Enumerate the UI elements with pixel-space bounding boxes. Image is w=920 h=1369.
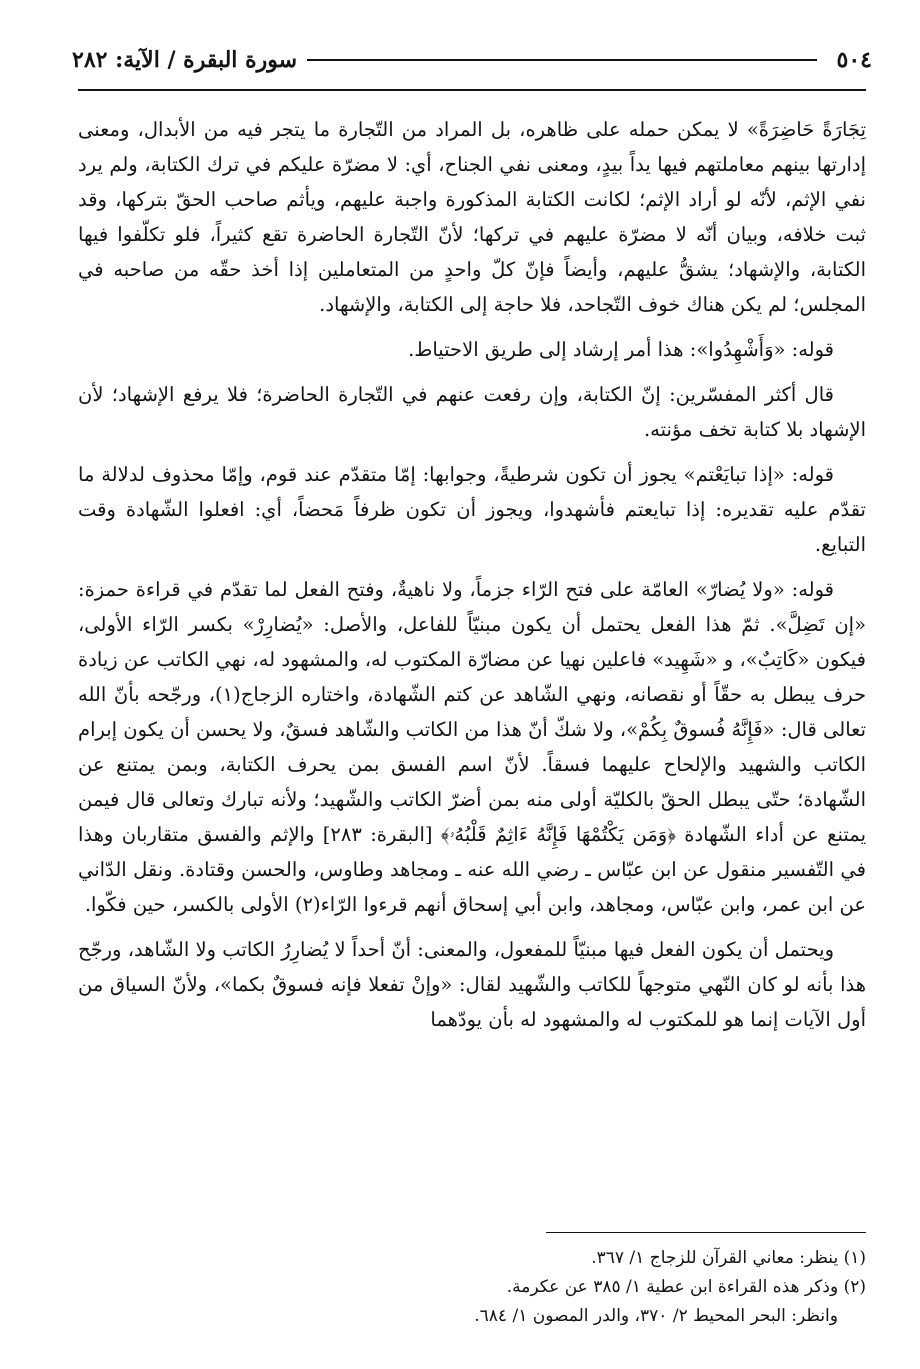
footnote: (٢) وذكر هذه القراءة ابن عطية ١/ ٣٨٥ عن عكرمة. [506,1277,866,1297]
paragraph: قوله: «ولا يُضارّ» العامّة على فتح الرّاء جزماً، ولا ناهيةٌ، وفتح الفعل لما تقدّم في قراءة حمزة: «إن تَضِلَّ». ثمّ هذا الفعل يحتمل أن يكون مبنيّاً للفاعل، والأصل: «يُضارِرْ» بكسر الرّاء الأولى، فيكون «كَاتِبٌ»، و «شَهِيد» فاعلين نهيا عن مضارّة المكتوب له، والمشهود له، نهي الكاتب عن زيادة حرف يبطل به حقّاً أو نقصانه، ونهي الشّاهد عن كتم الشّهادة، واختاره الزجاج(١)، ورجّحه بأنّ الله تعالى قال: «فَإِنَّهُ فُسوقٌ بِكُمْ»، ولا شكّ أنّ هذا من الكاتب والشّاهد فسقٌ، ولا يحسن أن يكون إبرام الكاتب والشهيد والإلحاح عليهما فسقاً. لأنّ اسم الفسق بمن يحرف الكتابة، وبمن يمتنع عن الشّهادة؛ حتّى يبطل الحقّ بالكليّة أولى منه بمن أضرّ الكاتب والشّهيد؛ ولأنه تبارك وتعالى قال فيمن يمتنع عن أداء الشّهادة ﴿وَمَن يَكْتُمْهَا فَإِنَّهُ ءَاثِمٌ قَلْبُهُۥ﴾ [البقرة: ٢٨٣] والإثم والفسق متقاربان وهذا في التّفسير منقول عن ابن عبّاس ـ رضي الله عنه ـ ومجاهد وطاوس، والحسن وقتادة. ونقل الدّاني عن ابن عمر، وابن عبّاس، ومجاهد، وابن أبي إسحاق أنهم قرءوا الرّاء(٢) الأولى بالكسر، حين فكّوا. [78,578,867,916]
main-text [78,112,866,1047]
paragraph: ويحتمل أن يكون الفعل فيها مبنيّاً للمفعول، والمعنى: أنّ أحداً لا يُضارِرُ الكاتب ولا الشّاهد، ورجّح هذا بأنه لو كان النّهي متوجهاً للكاتب والشّهيد لقال: «وإنْ تفعلا فإنه فسوقٌ بكما»، ولأنّ السياق من أول الآيات إنما هو للمكتوب له والمشهود له بأن يودّهما [78,938,866,1031]
paragraph: قال أكثر المفسّرين: إنّ الكتابة، وإن رفعت عنهم في التّجارة الحاضرة؛ فلا يرفع الإشهاد؛ لأن الإشهاد بلا كتابة تخف مؤنته. [78,383,866,441]
footnotes [78,1244,866,1331]
paragraph: تِجَارَةً حَاضِرَةً» لا يمكن حمله على ظاهره، بل المراد من التّجارة ما يتجر فيه من الأبدال، ومعنى إدارتها بينهم معاملتهم فيها يداً بيدٍ، ومعنى نفي الجناح، أي: لا مضرّة عليكم في ترك الكتابة، ولم يرد نفي الإثم، لأنّه لو أراد الإثم؛ لكانت الكتابة المذكورة واجبة عليهم، ويأثم صاحب الحقّ بتركها، وقد ثبت خلافه، وبيان أنّه لا مضرّة عليهم في تركها؛ لأنّ التّجارة الحاضرة تقع كثيراً، فلو تكلّفوا فيها الكتابة، والإشهاد؛ يشقُّ عليهم، وأيضاً فإنّ كلّ واحدٍ من المتعاملين إذا أخذ حقّه من صاحبه في المجلس؛ لم يكن هناك خوف التّجاحد، فلا حاجة إلى الكتابة، والإشهاد. [78,118,866,316]
footnote: (١) ينظر: معاني القرآن للزجاج ١/ ٣٦٧. [591,1248,866,1268]
footnote: وانظر: البحر المحيط ٢/ ٣٧٠، والدر المصون ١/ ٦٨٤. [474,1306,838,1326]
header-divider [78,89,866,91]
paragraph: قوله: «إذا تبايَعْتم» يجوز أن تكون شرطيةً، وجوابها: إمّا متقدّم عند قوم، وإمّا محذوف لدلالة ما تقدّم عليه تقديره: إذا تبايعتم فأشهدوا، ويجوز أن تكون ظرفاً مَحضاً، أي: افعلوا الشّهادة وقت التبايع. [78,463,866,556]
page-header [72,42,872,78]
header-rule [307,59,817,61]
paragraph: قوله: «وَأَشْهِدُوا»: هذا أمر إرشاد إلى طريق الاحتياط. [408,338,834,361]
footnote-divider [546,1232,866,1233]
running-title: سورة البقرة / الآية: ٢٨٢ [72,47,298,73]
page-number: ٥٠٤ [836,47,872,73]
